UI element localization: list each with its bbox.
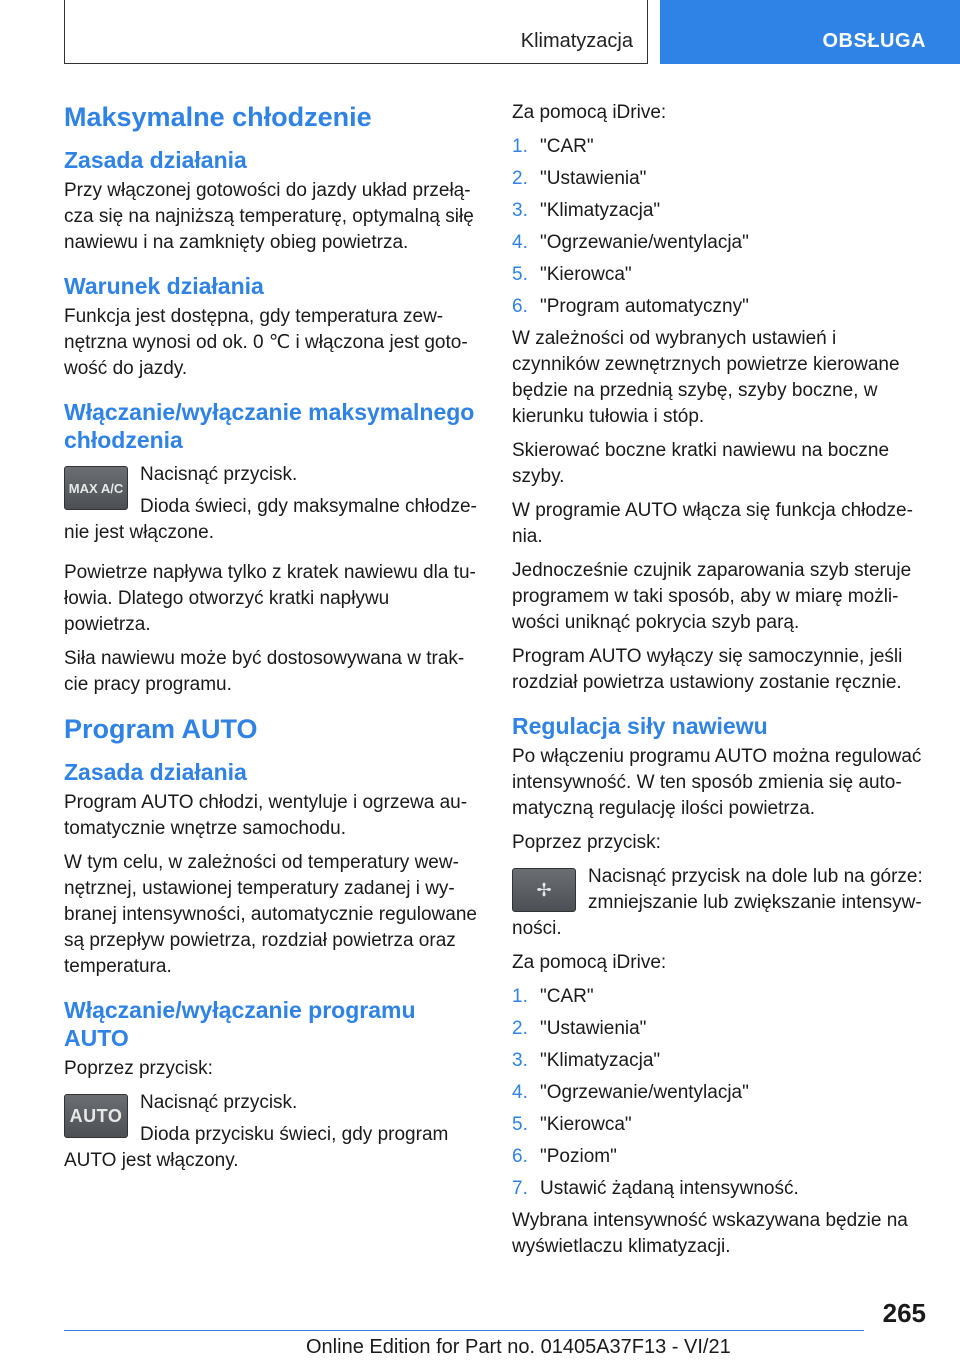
paragraph-led: Dioda świeci, gdy maksymalne chłodze-nie jest włączone. — [64, 496, 477, 543]
list-item: 4. "Ogrzewanie/wentylacja" — [512, 232, 749, 253]
paragraph-led-2: Dioda przycisku świeci, gdy program AUTO jest włączony. — [64, 1124, 449, 1171]
auto-instruction — [64, 1090, 480, 1180]
heading-toggle-max: Włączanie/wyłączanie maksymalnego chłodzenia — [64, 399, 475, 453]
heading-principle-2: Zasada działania — [64, 759, 247, 785]
maxac-instruction — [64, 462, 480, 552]
list-item: 2. "Ustawienia" — [512, 168, 647, 189]
paragraph-press-fan: Nacisnąć przycisk na dole lub na górze: zmniejszanie lub zwiększanie intensyw-ności. — [512, 866, 923, 939]
list-item: 6. "Program automatyczny" — [512, 296, 749, 317]
paragraph-idrive-2: Za pomocą iDrive: — [512, 952, 667, 973]
paragraph-dependence: W zależności od wybranych ustawień i czynników zewnętrznych powietrze kierowane będzie na przednią szybę, szyby boczne, w kierunku tułowia i stóp. — [512, 328, 900, 427]
edition-text: Online Edition for Part no. 01405A37F13 - VI/21 — [306, 1336, 731, 1358]
left-column — [64, 100, 480, 1188]
paragraph-via-button-2: Poprzez przycisk: — [512, 832, 661, 853]
list-item: 1. "CAR" — [512, 986, 594, 1007]
heading-toggle-auto: Włączanie/wyłączanie programu AUTO — [64, 997, 416, 1051]
paragraph-airflow: Powietrze napływa tylko z kratek nawiewu dla tu-łowia. Dlatego otworzyć kratki napływu powietrza. — [64, 562, 476, 635]
idrive-list-1 — [512, 134, 928, 320]
heading-principle: Zasada działania — [64, 147, 247, 173]
paragraph-via-button: Poprzez przycisk: — [64, 1058, 213, 1079]
page-number: 265 — [882, 1298, 926, 1328]
paragraph-displayed: Wybrana intensywność wskazywana będzie na wyświetlaczu klimatyzacji. — [512, 1210, 908, 1257]
header-box — [64, 0, 648, 64]
paragraph-purpose: W tym celu, w zależności od temperatury wew-nętrznej, ustawionej temperatury zadanej i wy-branej intensywności, automatycznie regulowane są przepływ powietrza, rozdział powietrza oraz temperatura. — [64, 852, 477, 977]
auto-button-icon: AUTO — [64, 1094, 128, 1138]
paragraph-idrive: Za pomocą iDrive: — [512, 102, 667, 123]
list-item: 6. "Poziom" — [512, 1146, 617, 1167]
section-title: Klimatyzacja — [520, 30, 633, 52]
paragraph-direct-vents: Skierować boczne kratki nawiewu na boczne szyby. — [512, 440, 890, 487]
list-item: 3. "Klimatyzacja" — [512, 1050, 661, 1071]
heading-condition: Warunek działania — [64, 273, 264, 299]
right-column — [512, 100, 928, 1268]
chapter-tab — [660, 0, 960, 64]
fan-button-icon: ✢ — [512, 868, 576, 912]
list-item: 5. "Kierowca" — [512, 1114, 632, 1135]
max-ac-button-icon: MAX A/C — [64, 466, 128, 510]
paragraph-press: Nacisnąć przycisk. — [140, 464, 298, 485]
heading-program-auto: Program AUTO — [64, 714, 258, 744]
idrive-list-2 — [512, 984, 928, 1202]
list-item: 4. "Ogrzewanie/wentylacja" — [512, 1082, 749, 1103]
heading-fan-regulation: Regulacja siły nawiewu — [512, 713, 768, 739]
paragraph-cooling-on: W programie AUTO włącza się funkcja chłodze-nia. — [512, 500, 913, 547]
paragraph-program: Program AUTO chłodzi, wentyluje i ogrzewa au-tomatycznie wnętrze samochodu. — [64, 792, 468, 839]
list-item: 1. "CAR" — [512, 136, 594, 157]
paragraph-after-auto: Po włączeniu programu AUTO można regulować intensywność. W ten sposób zmienia się auto-matyczną regulację ilości powietrza. — [512, 746, 922, 819]
footer-divider — [64, 1330, 864, 1331]
list-item: 5. "Kierowca" — [512, 264, 632, 285]
list-item: 3. "Klimatyzacja" — [512, 200, 661, 221]
paragraph-principle: Przy włączonej gotowości do jazdy układ przełą-cza się na najniższą temperaturę, optymalną siłę nawiewu i na zamknięty obieg powietrza. — [64, 180, 474, 253]
fan-instruction — [512, 864, 928, 942]
chapter-tab-label: OBSŁUGA — [822, 30, 926, 52]
paragraph-press-2: Nacisnąć przycisk. — [140, 1092, 298, 1113]
paragraph-condition: Funkcja jest dostępna, gdy temperatura zew-nętrzna wynosi od ok. 0 ℃ i włączona jest goto-wość do jazdy. — [64, 306, 468, 379]
list-item: 7. Ustawić żądaną intensywność. — [512, 1178, 799, 1199]
list-item: 2. "Ustawienia" — [512, 1018, 647, 1039]
paragraph-auto-off: Program AUTO wyłączy się samoczynnie, jeśli rozdział powietrza ustawiony zostanie ręcznie. — [512, 646, 903, 693]
heading-max-cooling: Maksymalne chłodzenie — [64, 102, 372, 132]
paragraph-strength: Siła nawiewu może być dostosowywana w trak-cie pracy programu. — [64, 648, 465, 695]
paragraph-fog-sensor: Jednocześnie czujnik zaparowania szyb steruje programem w taki sposób, aby w miarę możli-wości uniknąć pokrycia szyb parą. — [512, 560, 912, 633]
